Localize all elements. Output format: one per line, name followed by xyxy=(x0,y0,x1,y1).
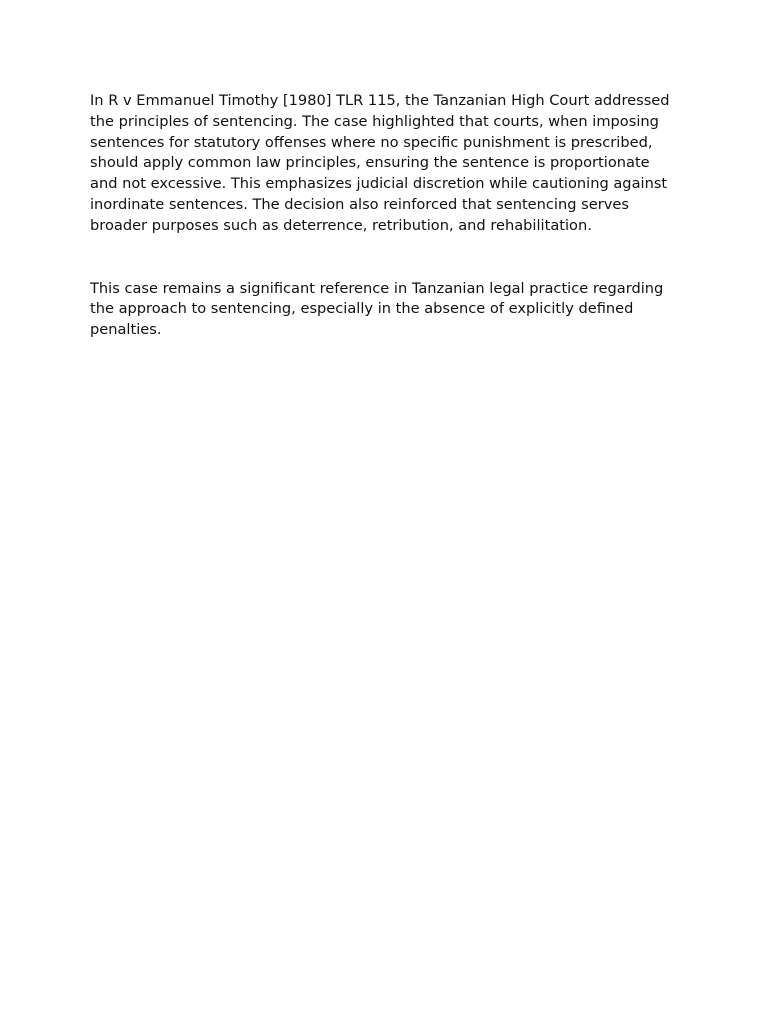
paragraph-significance: This case remains a significant reference in Tanzanian legal practice regarding the approach to sentencing, especially in the absence of explicitly defined penalties. xyxy=(90,279,664,339)
document-body xyxy=(90,91,680,341)
paragraph-case-summary: In R v Emmanuel Timothy [1980] TLR 115, the Tanzanian High Court addressed the principles of sentencing. The case highlighted that courts, when imposing sentences for statutory offenses where no specific punishment is prescribed, should apply common law principles, ensuring the sentence is proportionate and not excessive. This emphasizes judicial discretion while cautioning against inordinate sentences. The decision also reinforced that sentencing serves broader purposes such as deterrence, retribution, and rehabilitation. xyxy=(90,92,670,234)
